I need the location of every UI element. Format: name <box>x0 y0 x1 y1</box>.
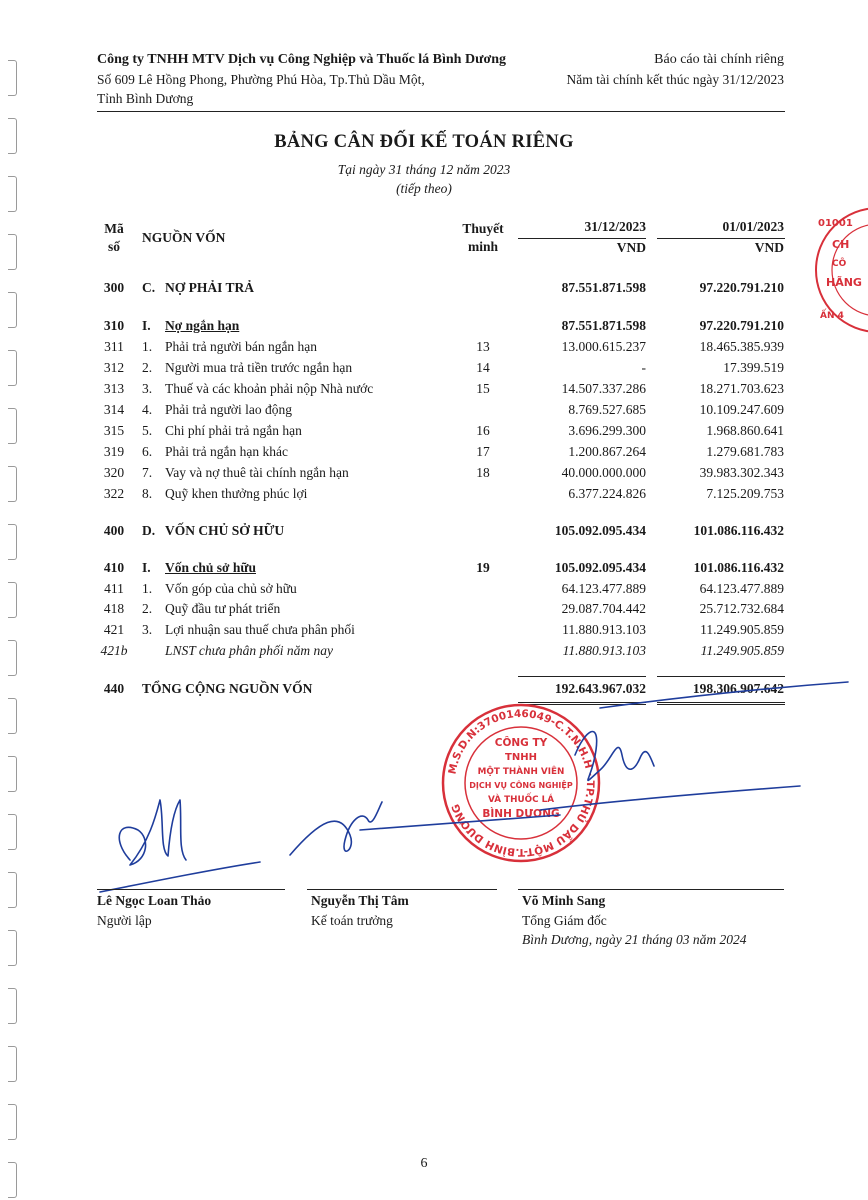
row-value-2023: 13.000.615.237 <box>561 339 646 354</box>
row-note: 15 <box>476 381 490 396</box>
row-value-opening: 101.086.116.432 <box>693 560 784 575</box>
row-value-opening: 64.123.477.889 <box>699 581 784 596</box>
row-note: 13 <box>476 339 490 354</box>
row-value-2023: 11.880.913.103 <box>562 643 646 658</box>
row-note: 16 <box>476 423 490 438</box>
subtitle-date: Tại ngày 31 tháng 12 năm 2023 <box>337 162 511 177</box>
row-value-opening: 1.968.860.641 <box>706 423 784 438</box>
accountant-role: Kế toán trưởng <box>311 913 393 928</box>
row-index: 8. <box>142 486 153 501</box>
row-value-opening: 18.465.385.939 <box>699 339 784 354</box>
row-value-opening: 97.220.791.210 <box>699 280 784 295</box>
director-name: Võ Minh Sang <box>522 893 606 908</box>
row-value-2023: - <box>641 360 646 375</box>
table-row <box>0 622 848 642</box>
row-value-2023: 87.551.871.598 <box>561 280 646 295</box>
table-row <box>0 318 848 338</box>
row-note: 14 <box>476 360 490 375</box>
signature-line-director <box>518 889 784 890</box>
row-name: LNST chưa phân phối năm nay <box>165 643 333 658</box>
row-code: 312 <box>103 360 125 375</box>
row-value-2023: 87.551.871.598 <box>561 318 646 333</box>
row-value-2023: 40.000.000.000 <box>561 465 646 480</box>
table-row <box>0 581 848 601</box>
table-row <box>0 360 848 380</box>
row-value-opening: 97.220.791.210 <box>699 318 784 333</box>
row-index: I. <box>142 318 151 333</box>
company-address-line2: Tỉnh Bình Dương <box>97 91 194 106</box>
col-header-code-line1: Mã <box>104 221 124 236</box>
header-divider <box>97 111 785 112</box>
row-value-2023: 105.092.095.434 <box>554 560 646 575</box>
row-index: 6. <box>142 444 153 459</box>
page-title: BẢNG CÂN ĐỐI KẾ TOÁN RIÊNG <box>274 132 574 152</box>
preparer-name: Lê Ngọc Loan Thảo <box>97 893 212 908</box>
row-name: Người mua trả tiền trước ngắn hạn <box>165 360 353 375</box>
row-code: 421 <box>103 622 125 637</box>
edge-stamp-text5: ẤN 4 <box>820 311 844 321</box>
row-code: 300 <box>103 280 125 295</box>
row-value-2023: 14.507.337.286 <box>561 381 646 396</box>
col-header-v2-rule <box>657 238 785 239</box>
row-code: 411 <box>104 581 124 596</box>
row-name: TỔNG CỘNG NGUỒN VỐN <box>142 681 313 696</box>
row-name: NỢ PHẢI TRẢ <box>165 280 255 295</box>
col-header-v2-date: 01/01/2023 <box>722 219 784 234</box>
row-index: 7. <box>142 465 153 480</box>
row-code: 418 <box>103 601 125 616</box>
row-code: 314 <box>103 402 125 417</box>
table-row <box>0 280 848 300</box>
row-name: Chi phí phải trả ngắn hạn <box>165 423 302 438</box>
row-name: Phải trả ngắn hạn khác <box>165 444 288 459</box>
row-value-2023: 64.123.477.889 <box>561 581 646 596</box>
row-value-2023: 3.696.299.300 <box>568 423 646 438</box>
row-value-opening: 17.399.519 <box>723 360 784 375</box>
row-name: Thuế và các khoản phải nộp Nhà nước <box>165 381 374 396</box>
row-index: I. <box>142 560 151 575</box>
row-index: C. <box>142 280 156 295</box>
row-code: 322 <box>103 486 125 501</box>
row-note: 17 <box>476 444 490 459</box>
row-name: Phải trả người lao động <box>165 402 292 417</box>
row-value-opening: 198.306.907.642 <box>692 681 784 696</box>
row-name: Quỹ đầu tư phát triển <box>165 601 281 616</box>
seal-line3: MỘT THÀNH VIÊN <box>477 767 565 777</box>
accountant-name: Nguyễn Thị Tâm <box>311 893 409 908</box>
seal-line5: VÀ THUỐC LÁ <box>488 795 554 805</box>
row-index: 3. <box>142 622 153 637</box>
page-number: 6 <box>420 1156 428 1171</box>
row-index: 2. <box>142 360 153 375</box>
row-name: Vay và nợ thuê tài chính ngắn hạn <box>165 465 349 480</box>
col-header-note-line2: minh <box>467 239 498 254</box>
table-row <box>0 381 848 401</box>
row-value-opening: 11.249.905.859 <box>700 643 784 658</box>
edge-stamp-text3: CÔ <box>832 259 847 269</box>
edge-stamp-text1: 01001 <box>818 218 853 229</box>
row-value-opening: 39.983.302.343 <box>699 465 784 480</box>
row-name: Quỹ khen thưởng phúc lợi <box>165 486 308 501</box>
row-name: Phải trả người bán ngắn hạn <box>165 339 318 354</box>
seal-line2: TNHH <box>505 752 537 763</box>
place-date: Bình Dương, ngày 21 tháng 03 năm 2024 <box>522 932 747 947</box>
row-name: Nợ ngắn hạn <box>165 318 240 333</box>
edge-stamp <box>808 200 868 350</box>
row-code: 410 <box>103 560 125 575</box>
fiscal-year: Năm tài chính kết thúc ngày 31/12/2023 <box>566 72 784 87</box>
row-code: 310 <box>103 318 125 333</box>
seal-line1: CÔNG TY <box>494 737 548 749</box>
company-name: Công ty TNHH MTV Dịch vụ Công Nghiệp và Thuốc lá Bình Dương <box>97 52 507 67</box>
col-header-note-line1: Thuyết <box>462 221 504 236</box>
row-code: 400 <box>103 523 125 538</box>
row-note: 18 <box>476 465 490 480</box>
row-code: 421b <box>100 643 128 658</box>
seal-line6: BÌNH DƯƠNG <box>482 808 560 820</box>
company-address-line1: Số 609 Lê Hồng Phong, Phường Phú Hòa, Tp.Thủ Dầu Một, <box>97 72 425 87</box>
row-value-2023: 1.200.867.264 <box>568 444 646 459</box>
row-code: 440 <box>103 681 125 696</box>
edge-stamp-text2: CH <box>832 238 850 251</box>
signature-line-preparer <box>97 889 285 890</box>
row-value-opening: 1.279.681.783 <box>706 444 784 459</box>
director-role: Tổng Giám đốc <box>522 913 607 928</box>
report-type: Báo cáo tài chính riêng <box>654 52 784 67</box>
preparer-signature <box>119 800 186 865</box>
edge-stamp-text4: HÃNG <box>826 276 862 289</box>
subtitle-continued: (tiếp theo) <box>396 181 452 196</box>
table-row <box>0 601 848 621</box>
accountant-signature <box>290 802 382 855</box>
row-name: Lợi nhuận sau thuế chưa phân phối <box>165 622 355 637</box>
seal-ring-text: M.S.D.N:3700146049-C.T.N.H.H · TP.THỦ DẦU MỘT-T.BÌNH DƯƠNG <box>446 707 597 859</box>
signatures-ink <box>0 660 848 920</box>
table-row <box>0 444 848 464</box>
row-code: 313 <box>103 381 125 396</box>
table-row <box>0 423 848 443</box>
table-row <box>0 560 848 580</box>
row-value-opening: 7.125.209.753 <box>706 486 784 501</box>
row-index: 3. <box>142 381 153 396</box>
row-index: 2. <box>142 601 153 616</box>
row-code: 315 <box>103 423 125 438</box>
row-code: 319 <box>103 444 125 459</box>
row-note: 19 <box>476 560 490 575</box>
row-name: VỐN CHỦ SỞ HỮU <box>165 523 285 538</box>
row-code: 320 <box>103 465 125 480</box>
row-value-2023: 8.769.527.685 <box>568 402 646 417</box>
director-signature <box>575 731 654 780</box>
row-value-opening: 10.109.247.609 <box>699 402 784 417</box>
row-index: 1. <box>142 339 153 354</box>
signature-stroke-top <box>600 682 848 708</box>
row-value-opening: 101.086.116.432 <box>693 523 784 538</box>
row-code: 311 <box>104 339 124 354</box>
row-value-2023: 11.880.913.103 <box>562 622 646 637</box>
col-header-v1-unit: VND <box>616 240 646 255</box>
table-row <box>0 465 848 485</box>
row-value-opening: 18.271.703.623 <box>699 381 784 396</box>
row-value-opening: 25.712.732.684 <box>699 601 784 616</box>
col-header-name: NGUỒN VỐN <box>142 230 226 245</box>
seal-line4: DỊCH VỤ CÔNG NGHIỆP <box>469 781 573 790</box>
col-header-v2-unit: VND <box>754 240 784 255</box>
row-name: Vốn chủ sở hữu <box>165 560 256 575</box>
table-row <box>0 486 848 506</box>
row-index: 1. <box>142 581 153 596</box>
row-index: 4. <box>142 402 153 417</box>
table-row <box>0 339 848 359</box>
col-header-v1-rule <box>518 238 646 239</box>
preparer-role: Người lập <box>97 913 152 928</box>
table-row <box>0 523 848 543</box>
row-index: D. <box>142 523 156 538</box>
col-header-code-line2: số <box>107 239 120 254</box>
row-value-2023: 192.643.967.032 <box>554 681 646 696</box>
col-header-v1-date: 31/12/2023 <box>584 219 646 234</box>
row-value-opening: 11.249.905.859 <box>700 622 784 637</box>
row-name: Vốn góp của chủ sở hữu <box>165 581 297 596</box>
row-value-2023: 29.087.704.442 <box>561 601 646 616</box>
signature-line-accountant <box>307 889 497 890</box>
row-index: 5. <box>142 423 153 438</box>
row-value-2023: 105.092.095.434 <box>554 523 646 538</box>
table-row <box>0 402 848 422</box>
row-value-2023: 6.377.224.826 <box>568 486 646 501</box>
